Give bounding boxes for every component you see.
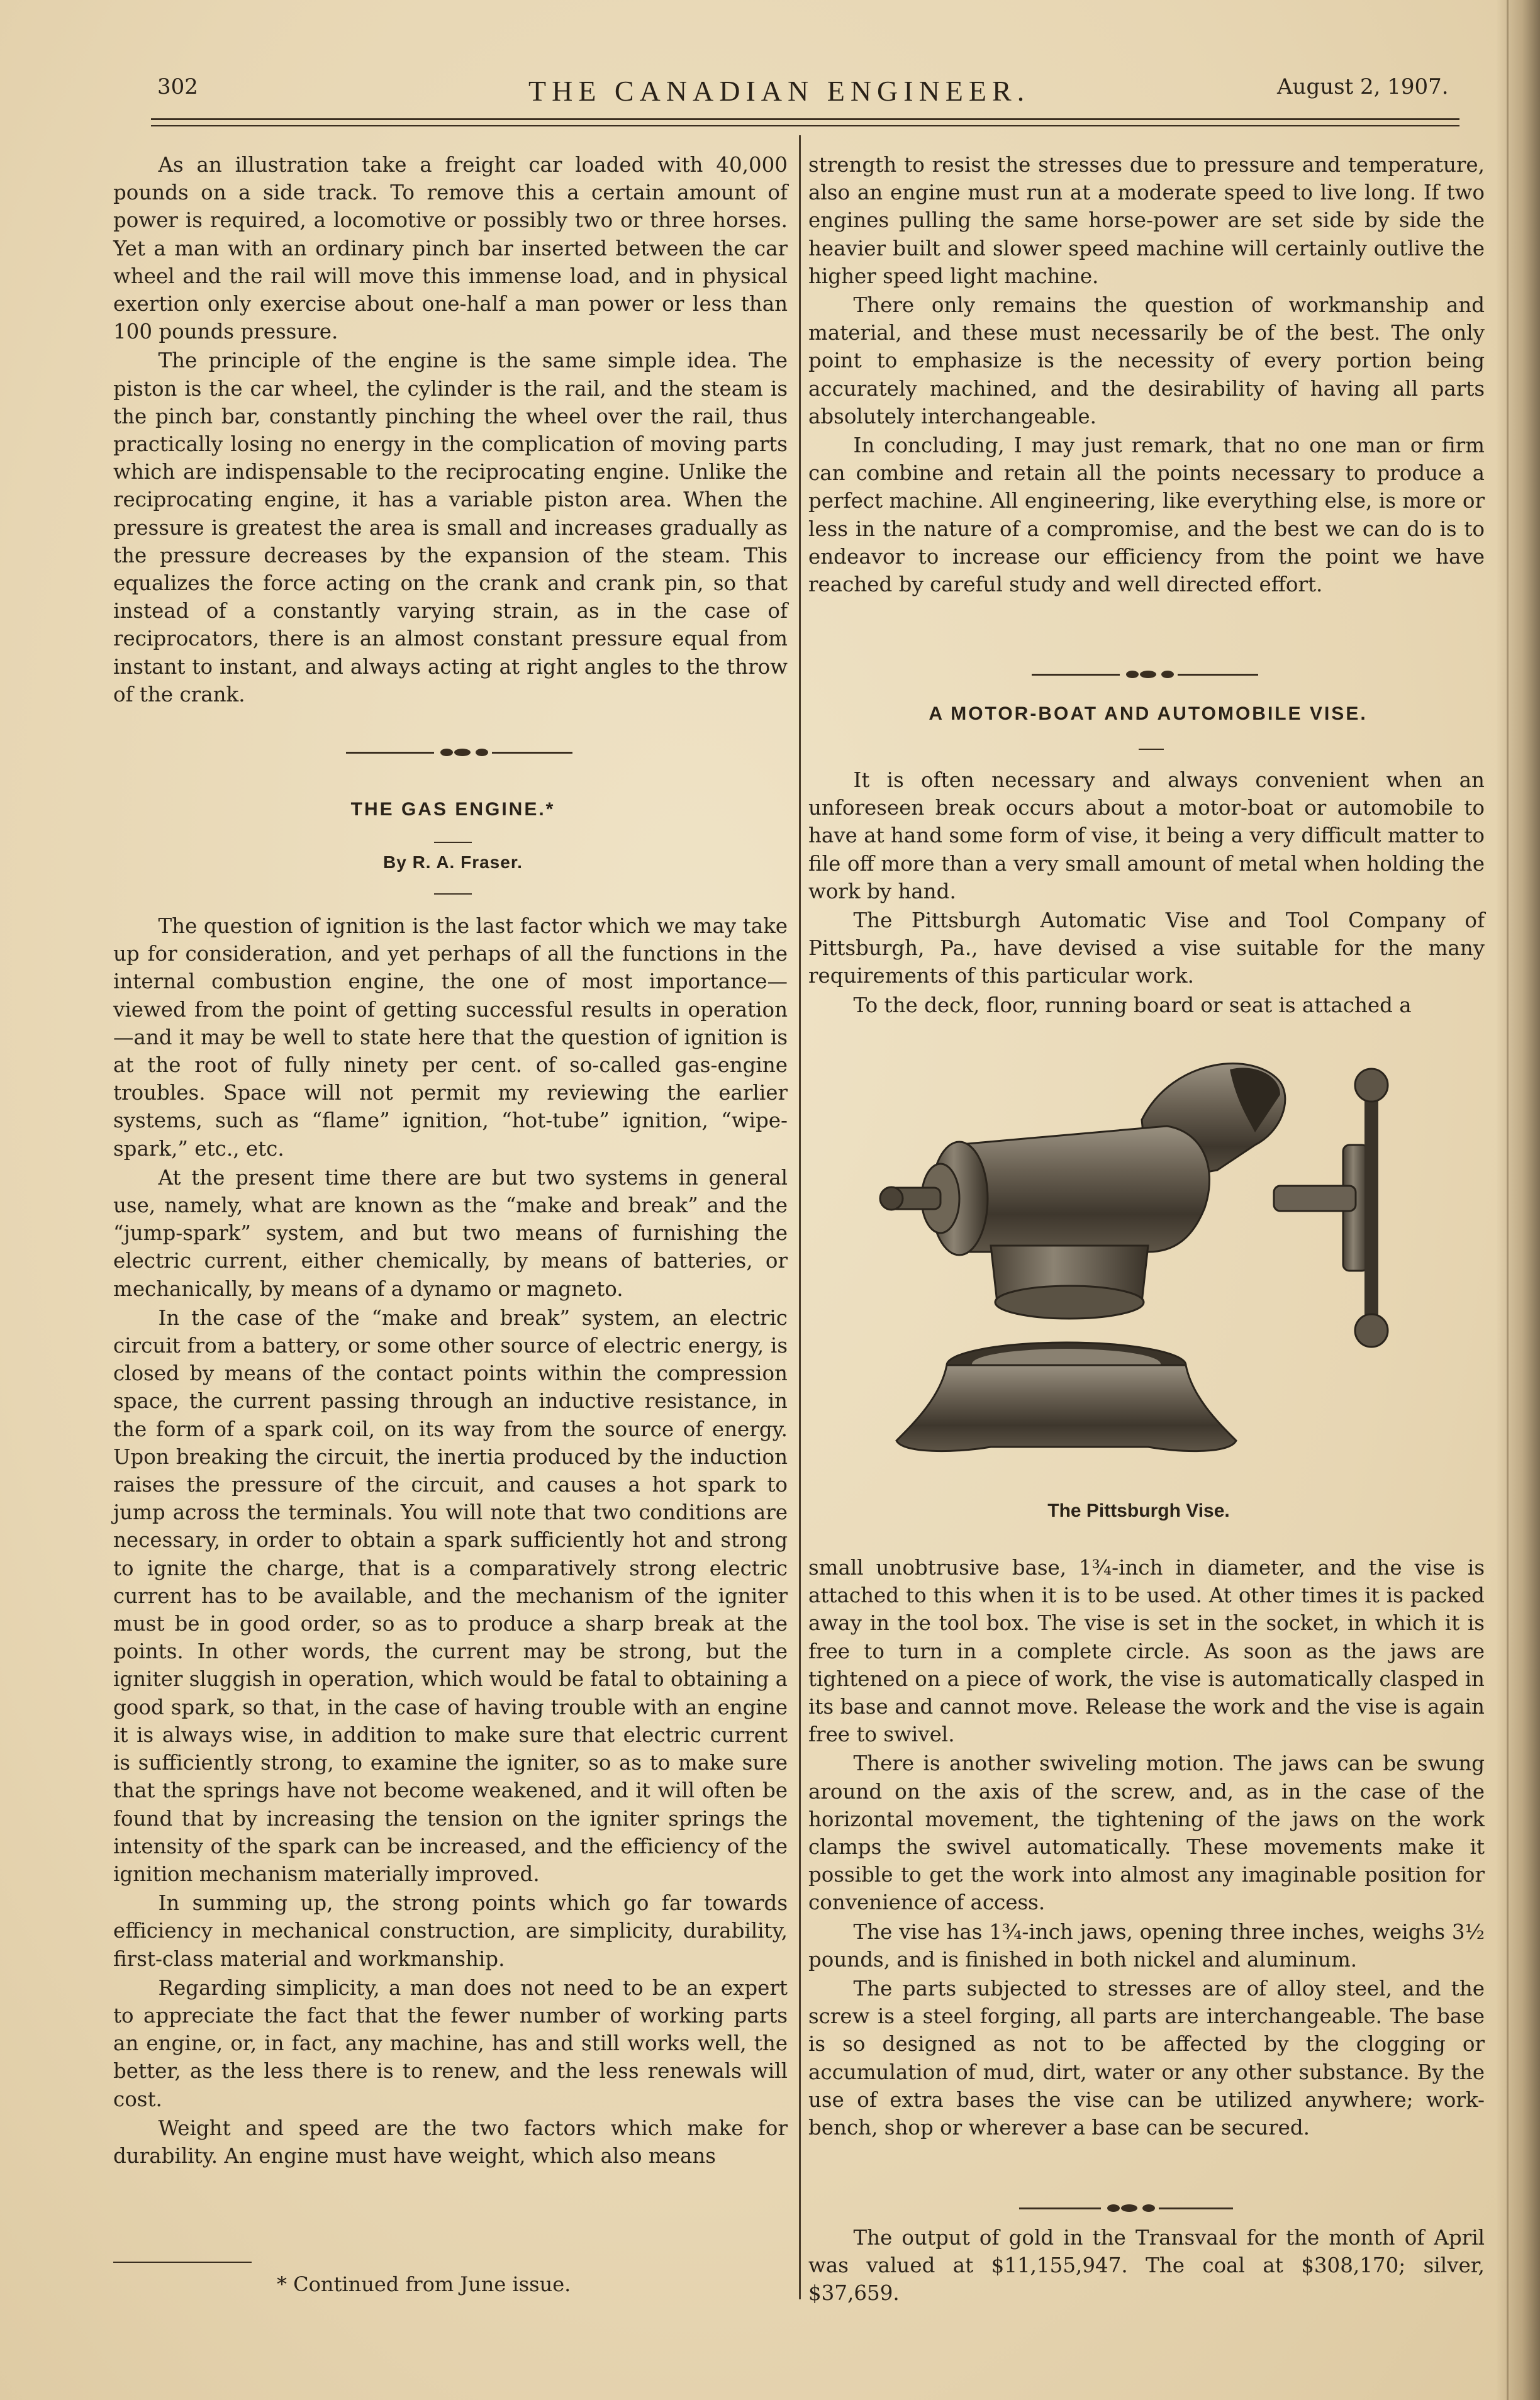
figure-caption: The Pittsburgh Vise. (1047, 1500, 1230, 1521)
page-number: 302 (157, 74, 198, 99)
paragraph: The principle of the engine is the same simple idea. The piston is the car wheel, the cylinder is the rail, and the steam is the pinch bar, constantly pinching the wheel over the rail, thus practically losing no energy in the complication of moving parts which are indispensable to the reciprocating engine. Unlike the reciprocating engine, it has a variable piston area. When the pressure is greatest the area is small and increases gradually as the pressure decreases by the expansion of the steam. This equalizes the force acting on the crank and crank pin, so that instead of a constantly varying strain, as in the case of reciprocators, there is an almost constant pressure equal from instant to instant, and always acting at right angles to the throw of the crank. (113, 349, 788, 706)
paragraph: There is another swiveling motion. The jaws can be swung around on the axis of the screw, and, as in the case of the horizontal movement, the tightening of the jaws on the work clamps the swivel automatically. These movements make it possible to get the work into almost any imaginable position for convenience of access. (808, 1751, 1485, 1915)
footnote-rule (113, 2262, 252, 2263)
vise-article-part2 (808, 1554, 1485, 2141)
vise-article-part1 (808, 766, 1485, 1019)
paragraph: Weight and speed are the two factors which make for durability. An engine must have weight, which also means (113, 2116, 788, 2168)
paragraph: The parts subjected to stresses are of alloy steel, and the screw is a steel forging, all parts are interchangeable. The base is so designed as not to be affected by the clogging or accumulation of mud, dirt, water or any other substance. By the use of extra bases the vise can be utilized anywhere; work-bench, shop or wherever a base can be secured. (808, 1977, 1485, 2140)
paragraph: The vise has 1¾-inch jaws, opening three inches, weighs 3½ pounds, and is finished in both nickel and aluminum. (808, 1919, 1485, 1972)
title-rule (434, 842, 472, 843)
journal-title: THE CANADIAN ENGINEER. (528, 75, 1030, 107)
gas-engine-article (113, 912, 788, 2170)
header-rule (151, 118, 1459, 120)
paragraph: As an illustration take a freight car loaded with 40,000 pounds on a side track. To remove this a certain amount of power is required, a locomotive or possibly two or three horses. Yet a man with an ordinary pinch bar inserted between the car wheel and the rail will move this immense load, and in physical exertion only exercise about one-half a man power or less than 100 pounds pressure. (113, 153, 788, 344)
paragraph: strength to resist the stresses due to pressure and temperature, also an engine must run at a moderate speed to live long. If two engines pulling the same horse-power are set side by side the heavier built and slower speed machine will certainly outlive the higher speed light machine. (808, 153, 1485, 288)
paragraph: There only remains the question of workmanship and material, and these must necessarily be of the best. The only point to emphasize is the necessity of every portion being accurately machined, and the desirability of having all parts absolutely interchangeable. (808, 293, 1485, 428)
title-rule (1139, 749, 1164, 750)
article-byline: By R. A. Fraser. (383, 852, 523, 872)
paragraph: At the present time there are but two systems in general use, namely, what are known as the “make and break” and the “jump-spark” system, and but two means of furnishing the electric current, either chemically, by means of batteries, or mechanically, by means of a dynamo or magneto. (113, 1165, 788, 1301)
paragraph: The question of ignition is the last factor which we may take up for consideration, and yet perhaps of all the functions in the internal combustion engine, the one of most importance—viewed from the point of getting successful results in operation—and it may be well to state here that the question of ignition is at the root of fully ninety per cent. of so-called gas-engine troubles. Space will not permit my reviewing the earlier systems, such as “flame” ignition, “hot-tube” ignition, “wipe-spark,” etc., etc. (113, 914, 788, 1161)
paragraph: In summing up, the strong points which go far towards efficiency in mechanical construction, are simplicity, durability, first-class material and workmanship. (113, 1891, 788, 1971)
paragraph: The Pittsburgh Automatic Vise and Tool Company of Pittsburgh, Pa., have devised a vise suitable for the many requirements of this particular work. (808, 908, 1485, 988)
gas-engine-continued (808, 151, 1485, 598)
section-ornament (346, 746, 572, 759)
paragraph: small unobtrusive base, 1¾-inch in diameter, and the vise is attached to this when it is to be used. At other times it is packed away in the tool box. The vise is set in the socket, in which it is free to turn in a complete circle. As soon as the jaws are tightened on a piece of work, the vise is automatically clasped in its base and cannot move. Release the work and the vise is again free to swivel. (808, 1556, 1485, 1747)
header-rule-secondary (151, 125, 1459, 126)
footnote: * Continued from June issue. (277, 2272, 571, 2296)
article-title-vise: A MOTOR-BOAT AND AUTOMOBILE VISE. (929, 703, 1368, 724)
column-divider (799, 135, 801, 2299)
paragraph: The output of gold in the Transvaal for the month of April was valued at $11,155,947. The coal at $308,170; silver, $37,659. (808, 2226, 1485, 2306)
paragraph: Regarding simplicity, a man does not need to be an expert to appreciate the fact that the fewer number of working parts an engine, or, in fact, any machine, has and still works well, the better, as the less there is to renew, and the less renewals will cost. (113, 1975, 788, 2111)
section-ornament (1019, 2202, 1233, 2214)
paragraph: It is often necessary and always convenient when an unforeseen break occurs about a motor-boat or automobile to have at hand some form of vise, it being a very difficult matter to file off more than a very small amount of metal when holding the work by hand. (808, 768, 1485, 903)
byline-rule (434, 893, 472, 895)
paragraph: In the case of the “make and break” system, an electric circuit from a battery, or some other source of electric energy, is closed by means of the contact points within the compression space, the current passing through an inductive resistance, in the form of a spark coil, on its way from the source of energy. Upon breaking the circuit, the inertia produced by the induction raises the pressure of the circuit, and causes a hot spark to jump across the terminals. You will note that two conditions are necessary, in order to obtain a spark sufficiently hot and strong to ignite the charge, that is a comparatively strong electric current has to be available, and the mechanism of the igniter must be in good order, so as to produce a sharp break at the points. In other words, the current may be strong, but the igniter sluggish in operation, which would be fatal to obtaining a good spark, so that, in the case of having trouble with an engine it is always wise, in addition to make sure that electric current is sufficiently strong, to examine the igniter, so as to make sure that the springs have not become weakened, and it will often be found that by increasing the tension on the igniter springs the intensity of the spark can be increased, and the efficiency of the ignition mechanism materially improved. (113, 1305, 788, 1886)
gold-output-note (808, 2224, 1485, 2308)
paragraph: In concluding, I may just remark, that no one man or firm can combine and retain all the points necessary to produce a perfect machine. All engineering, like everything else, is more or less in the nature of a compromise, and the best we can do is to endeavor to increase our efficiency from the point we have reached by careful study and well directed effort. (808, 433, 1485, 597)
article-title-gas-engine: THE GAS ENGINE.* (350, 799, 555, 820)
paragraph: To the deck, floor, running board or seat is attached a (853, 993, 1412, 1017)
page-edge-shadow (1496, 0, 1540, 2400)
issue-date: August 2, 1907. (1277, 74, 1449, 99)
section-ornament (1032, 668, 1258, 681)
intro-article (113, 151, 788, 708)
vise-illustration (878, 1044, 1456, 1485)
